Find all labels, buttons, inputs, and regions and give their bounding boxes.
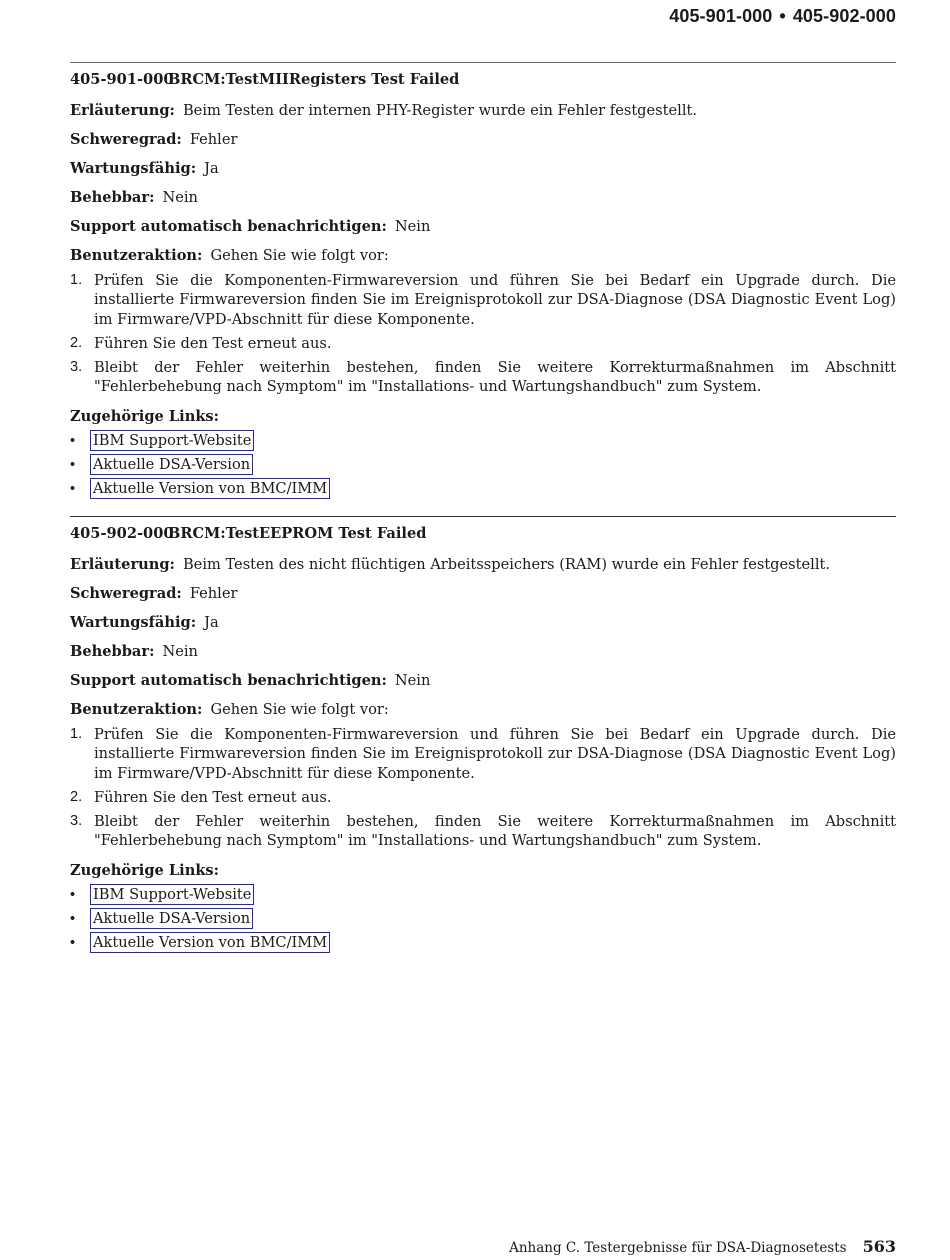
notify-support-value: Nein xyxy=(394,671,431,689)
severity-value: Fehler xyxy=(189,130,238,148)
step-number: 1. xyxy=(70,726,83,742)
related-links-heading: Zugehörige Links: xyxy=(70,407,220,425)
explanation-label: Erläuterung: xyxy=(70,555,175,573)
step-text: Bleibt der Fehler weiterhin bestehen, finden Sie weitere Korrekturmaßnahmen im Abschnitt "Fehlerbehebung nach Symptom" im "Installations- und Wartungshandbuch" zum System. xyxy=(94,359,896,396)
user-action-label: Benutzeraktion: xyxy=(70,246,203,264)
explanation-value: Beim Testen der internen PHY-Register wurde ein Fehler festgestellt. xyxy=(182,101,697,119)
severity-label: Schweregrad: xyxy=(70,584,182,602)
recoverable-value: Nein xyxy=(162,188,198,206)
message-section xyxy=(70,516,896,956)
header-code-right: 405-902-000 xyxy=(792,6,896,26)
action-step xyxy=(70,334,896,353)
explanation-label: Erläuterung: xyxy=(70,101,175,119)
link-ibm-support[interactable]: IBM Support-Website xyxy=(90,884,254,905)
action-step xyxy=(70,725,896,783)
user-action-field xyxy=(70,700,896,720)
notify-support-field xyxy=(70,217,896,237)
user-action-label: Benutzeraktion: xyxy=(70,700,203,718)
bullet: • xyxy=(70,433,76,450)
notify-support-label: Support automatisch benachrichtigen: xyxy=(70,671,387,689)
step-number: 2. xyxy=(70,334,83,351)
action-step xyxy=(70,788,896,807)
severity-field xyxy=(70,584,896,604)
step-number: 1. xyxy=(70,272,83,288)
step-number: 2. xyxy=(70,788,83,805)
header-separator: • xyxy=(779,6,786,26)
recoverable-label: Behebbar: xyxy=(70,642,155,660)
bullet: • xyxy=(70,457,76,474)
bullet: • xyxy=(70,887,76,904)
message-name: BRCM:TestEEPROM Test Failed xyxy=(168,525,427,542)
link-dsa-version[interactable]: Aktuelle DSA-Version xyxy=(90,908,253,929)
action-step xyxy=(70,271,896,329)
explanation-field xyxy=(70,555,896,575)
message-title xyxy=(70,523,896,545)
serviceable-value: Ja xyxy=(204,159,219,177)
serviceable-label: Wartungsfähig: xyxy=(70,613,197,631)
list-item xyxy=(70,454,896,478)
step-text: Prüfen Sie die Komponenten-Firmwareversion und führen Sie bei Bedarf ein Upgrade durch. Die installierte Firmwareversion finden Sie im Ereignisprotokoll zur DSA-Diagnose (DSA Diagnostic Event Log) im Firmware/VPD-Abschnitt für diese Komponente. xyxy=(94,272,896,328)
explanation-field xyxy=(70,101,896,121)
user-action-value: Gehen Sie wie folgt vor: xyxy=(210,246,389,264)
link-dsa-version[interactable]: Aktuelle DSA-Version xyxy=(90,454,253,475)
list-item xyxy=(70,908,896,932)
list-item xyxy=(70,478,896,502)
action-step xyxy=(70,812,896,851)
running-header xyxy=(669,6,896,27)
link-ibm-support[interactable]: IBM Support-Website xyxy=(90,430,254,451)
recoverable-value: Nein xyxy=(162,642,198,660)
footer-text: Anhang C. Testergebnisse für DSA-Diagnosetests xyxy=(509,1240,847,1256)
step-text: Führen Sie den Test erneut aus. xyxy=(94,334,332,352)
bullet: • xyxy=(70,911,76,928)
recoverable-field xyxy=(70,642,896,662)
notify-support-value: Nein xyxy=(394,217,431,235)
user-action-field xyxy=(70,246,896,266)
message-title xyxy=(70,69,896,91)
explanation-value: Beim Testen des nicht flüchtigen Arbeitsspeichers (RAM) wurde ein Fehler festgestellt. xyxy=(182,555,830,573)
step-number: 3. xyxy=(70,359,83,376)
message-code: 405-902-000 xyxy=(70,525,174,542)
recoverable-label: Behebbar: xyxy=(70,188,155,206)
section-divider xyxy=(70,62,896,63)
message-name: BRCM:TestMIIRegisters Test Failed xyxy=(168,71,460,88)
step-number: 3. xyxy=(70,813,83,830)
serviceable-field xyxy=(70,159,896,179)
page-footer xyxy=(509,1237,896,1256)
notify-support-field xyxy=(70,671,896,691)
recoverable-field xyxy=(70,188,896,208)
bullet: • xyxy=(70,935,76,952)
page-number: 563 xyxy=(862,1237,896,1256)
step-text: Bleibt der Fehler weiterhin bestehen, finden Sie weitere Korrekturmaßnahmen im Abschnitt "Fehlerbehebung nach Symptom" im "Installations- und Wartungshandbuch" zum System. xyxy=(94,813,896,850)
notify-support-label: Support automatisch benachrichtigen: xyxy=(70,217,387,235)
related-links-heading: Zugehörige Links: xyxy=(70,861,220,879)
link-bmc-imm-version[interactable]: Aktuelle Version von BMC/IMM xyxy=(90,478,330,499)
step-text: Prüfen Sie die Komponenten-Firmwareversion und führen Sie bei Bedarf ein Upgrade durch. Die installierte Firmwareversion finden Sie im Ereignisprotokoll zur DSA-Diagnose (DSA Diagnostic Event Log) im Firmware/VPD-Abschnitt für diese Komponente. xyxy=(94,726,896,782)
section-divider xyxy=(70,516,896,517)
serviceable-field xyxy=(70,613,896,633)
action-steps xyxy=(70,271,896,397)
action-step xyxy=(70,358,896,397)
message-section xyxy=(70,62,896,502)
related-links-list xyxy=(70,884,896,956)
list-item xyxy=(70,884,896,908)
serviceable-label: Wartungsfähig: xyxy=(70,159,197,177)
severity-value: Fehler xyxy=(189,584,238,602)
list-item xyxy=(70,430,896,454)
header-code-left: 405-901-000 xyxy=(669,6,773,26)
action-steps xyxy=(70,725,896,851)
severity-label: Schweregrad: xyxy=(70,130,182,148)
bullet: • xyxy=(70,481,76,498)
related-links-list xyxy=(70,430,896,502)
user-action-value: Gehen Sie wie folgt vor: xyxy=(210,700,389,718)
severity-field xyxy=(70,130,896,150)
list-item xyxy=(70,932,896,956)
link-bmc-imm-version[interactable]: Aktuelle Version von BMC/IMM xyxy=(90,932,330,953)
step-text: Führen Sie den Test erneut aus. xyxy=(94,788,332,806)
serviceable-value: Ja xyxy=(204,613,219,631)
message-code: 405-901-000 xyxy=(70,71,174,88)
